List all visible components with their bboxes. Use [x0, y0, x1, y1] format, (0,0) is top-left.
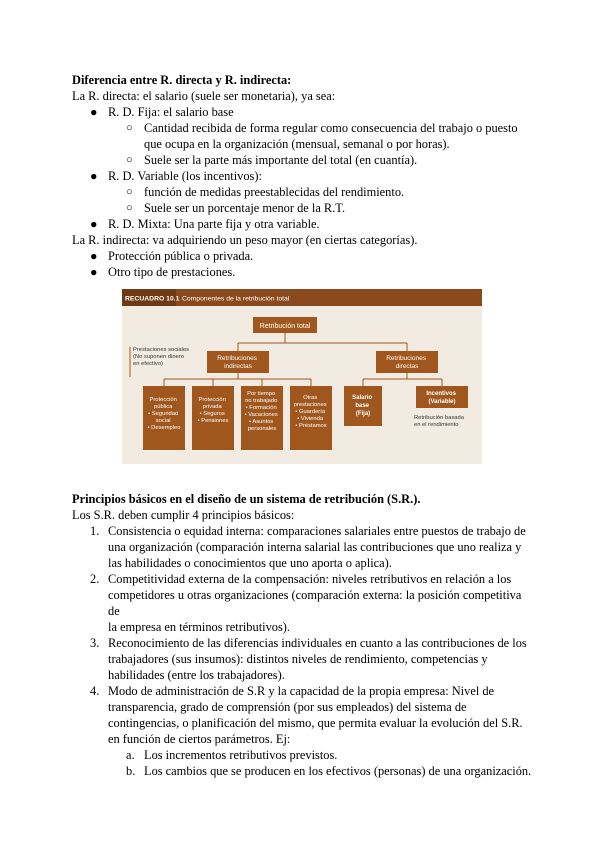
social-benefits-note: Prestaciones sociales (No suponen dinero en efectivo) — [133, 347, 190, 367]
incentive-note: Retribución basada en el rendimiento — [414, 415, 464, 428]
principle-item — [72, 683, 534, 747]
principle-line: la empresa en términos retributivos). — [108, 620, 291, 634]
bullet-icon: ● — [90, 265, 98, 279]
list-item-text: R. D. Variable (los incentivos): — [108, 169, 262, 183]
figure-tag: RECUADRO 10.1 — [125, 295, 180, 303]
figure-title: Componentes de la retribución total — [182, 295, 290, 303]
base-salary-text: Salario base (Fija) — [352, 395, 373, 417]
section2-intro: Los S.R. deben cumplir 4 principios básicos: — [72, 508, 295, 522]
bullet-icon: ● — [90, 249, 98, 263]
circle-bullet-icon: ○ — [126, 202, 133, 214]
principle-line: Competitividad externa de la compensación: niveles retributivos en relación a los — [108, 572, 512, 586]
principle-item — [72, 523, 534, 571]
item-letter: b. — [126, 764, 136, 778]
item-number: 4. — [90, 684, 100, 698]
principle-item — [72, 571, 534, 635]
sub-list-item-text: Cantidad recibida de forma regular como consecuencia del trabajo o puesto que ocupa en la organización (mensual, semanal o por horas). — [144, 121, 518, 151]
principle-line: Reconocimiento de las diferencias individuales en cuanto a las contribuciones de los — [108, 636, 527, 650]
diagram-svg — [122, 289, 482, 464]
sub-list-item — [72, 120, 534, 152]
direct-list — [72, 104, 534, 232]
list-item — [72, 216, 534, 232]
section1-intro: La R. directa: el salario (suele ser monetaria), ya sea: — [72, 89, 336, 103]
section2-heading: Principios básicos en el diseño de un sistema de retribución (S.R.). — [72, 492, 421, 506]
root-label: Retribución total — [259, 323, 311, 330]
list-item — [72, 168, 534, 184]
principle-line: Consistencia o equidad interna: comparaciones salariales entre puestos de trabajo de — [108, 524, 526, 538]
other-benefits-text: Otras prestaciones • Guardería • Vivienda • Préstamos — [293, 395, 327, 429]
item-number: 3. — [90, 636, 100, 650]
direct-label: Retribuciones directas — [386, 355, 426, 370]
section1-heading: Diferencia entre R. directa y R. indirecta: — [72, 73, 292, 87]
retribution-diagram — [122, 289, 482, 464]
principle-line: competidores u otras organizaciones (comparación externa: la posición competitiva de — [108, 588, 522, 618]
sub-list-item — [72, 152, 534, 168]
example-item — [72, 763, 534, 779]
circle-bullet-icon: ○ — [126, 186, 133, 198]
item-number: 2. — [90, 572, 100, 586]
item-letter: a. — [126, 748, 135, 762]
example-text: Los incrementos retributivos previstos. — [144, 748, 338, 762]
indirect-label: Retribuciones indirectas — [217, 355, 257, 370]
sub-list-item-text: Suele ser un porcentaje menor de la R.T. — [144, 201, 346, 215]
bullet-icon: ● — [90, 169, 98, 183]
principle-line: en función de ciertos parámetros. Ej: — [108, 732, 291, 746]
bullet-icon: ● — [90, 105, 98, 119]
principle-line: transparencia, grado de comprensión (por sus empleados) del sistema de — [108, 700, 467, 714]
principles-list — [72, 523, 534, 747]
item-number: 1. — [90, 524, 100, 538]
principle-item — [72, 635, 534, 683]
example-text: Los cambios que se producen en los efectivos (personas) de una organización. — [144, 764, 532, 778]
bullet-icon: ● — [90, 217, 98, 231]
sub-list-item-text: función de medidas preestablecidas del rendimiento. — [144, 185, 405, 199]
list-item — [72, 248, 534, 264]
circle-bullet-icon: ○ — [126, 154, 133, 166]
private-protection-text: Protección privada • Seguros • Pensiones — [197, 397, 229, 424]
principle-line: contingencias, o planificación del mismo, que permita evaluar la evolución del S.R. — [108, 716, 523, 730]
indirect-intro: La R. indirecta: va adquiriendo un peso mayor (en ciertas categorías). — [72, 233, 418, 247]
principle-line: Modo de administración de S.R y la capacidad de la propia empresa: Nivel de — [108, 684, 495, 698]
circle-bullet-icon: ○ — [126, 122, 133, 134]
sub-list-item — [72, 200, 534, 216]
document-page — [72, 72, 534, 779]
list-item — [72, 104, 534, 120]
principle-line: una organización (comparación interna salarial las contribuciones que uno realiza y — [108, 540, 522, 554]
time-not-worked-text: Por tiempo no trabajado • Formación • Vacaciones • Asuntos personales — [244, 391, 278, 432]
list-item-text: Protección pública o privada. — [108, 249, 254, 263]
indirect-list — [72, 248, 534, 280]
incentives-text: Incentivos (Variable) — [426, 391, 457, 405]
list-item-text: R. D. Mixta: Una parte fija y otra variable. — [108, 217, 320, 231]
example-item — [72, 747, 534, 763]
public-protection-text: Protección pública • Seguridad social • Desempleo — [147, 397, 181, 431]
list-item-text: Otro tipo de prestaciones. — [108, 265, 236, 279]
sub-list-item-text: Suele ser la parte más importante del total (en cuantía). — [144, 153, 418, 167]
list-item — [72, 264, 534, 280]
list-item-text: R. D. Fija: el salario base — [108, 105, 234, 119]
principle-line: trabajadores (sus insumos): distintos niveles de rendimiento, competencias y — [108, 652, 488, 666]
example-sublist — [72, 747, 534, 779]
principle-line: habilidades (entre los trabajadores). — [108, 668, 285, 682]
principle-line: las habilidades o conocimientos que uno aporta o aplica). — [108, 556, 392, 570]
sub-list-item — [72, 184, 534, 200]
